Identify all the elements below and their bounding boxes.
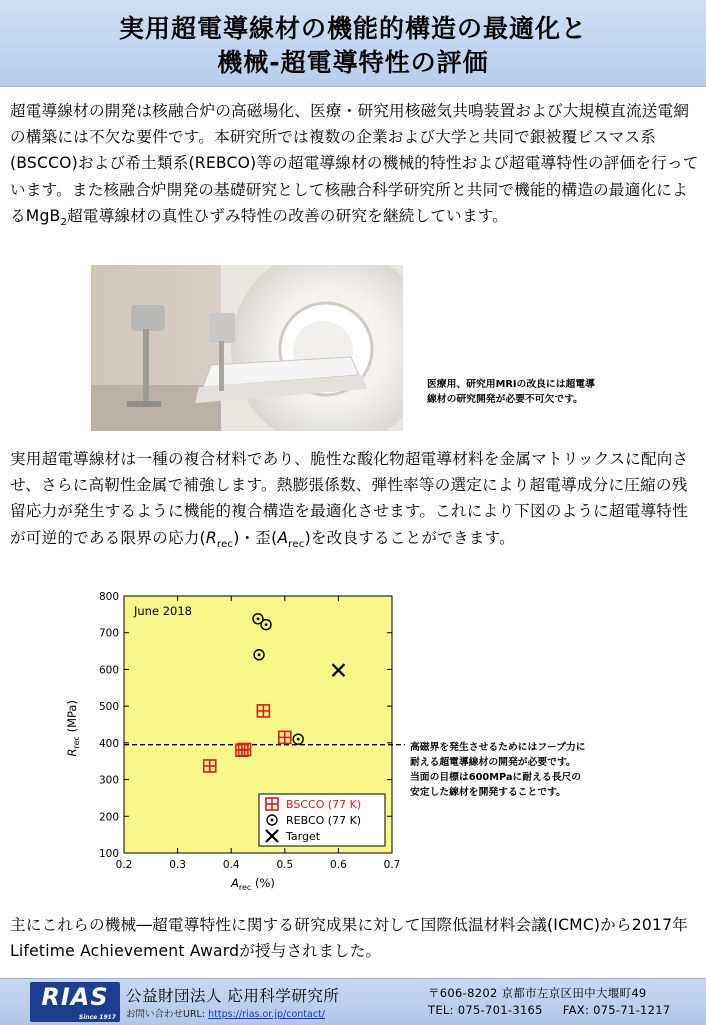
logo-since: Since 1917 — [78, 1014, 116, 1021]
chart-note — [410, 740, 586, 800]
photo-caption-line-2: 線材の研究開発が必要不可欠です。 — [427, 394, 583, 405]
intro-paragraph: 超電導線材の開発は核融合炉の高磁場化、医療・研究用核磁気共鳴装置および大規模直流送電網の構築には不欠な要件です。本研究所では複数の企業および大学と共同で銀被覆ビスマス系(BSCCO)および希土類系(REBCO)等の超電導線材の機械的特性および超電導特性の評価を行っています。また核融合炉開発の基礎研究として核融合科学研究所と共同で機能的構造の最適化によるMgB$_2$超電導線材の真性ひずみ特性の改善の研究を継続しています。 — [10, 102, 699, 228]
chart-annotation: June 2018 — [134, 604, 192, 618]
legend-label: REBCO (77 K) — [286, 814, 362, 827]
phone-fax — [428, 1003, 671, 1017]
photo-caption — [427, 377, 595, 407]
mri-scanner-image — [91, 265, 403, 431]
x-tick-label: 0.6 — [330, 859, 347, 871]
closing-paragraph: 主にこれらの機械―超電導特性に関する研究成果に対して国際低温材料会議(ICMC)から2017年Lifetime Achievement Awardが授与されました。 — [10, 916, 689, 961]
chart-note-line-4: 安定した線材を開発することです。 — [410, 787, 566, 798]
marker-dot — [257, 617, 260, 620]
organization-name: 公益財団法人 応用科学研究所 — [126, 987, 340, 1005]
footer-bar — [0, 978, 706, 1025]
chart-note-line-2: 耐える超電導線材の開発が必要です。 — [410, 757, 576, 768]
legend-label: Target — [286, 830, 321, 843]
x-tick-label: 0.3 — [169, 859, 186, 871]
x-tick-label: 0.4 — [222, 859, 240, 871]
marker-dot — [265, 623, 268, 626]
title-line-2: 機械-超電導特性の評価 — [217, 48, 489, 77]
contact-line — [126, 1006, 325, 1020]
y-tick-label: 200 — [98, 811, 119, 824]
chart-note-line-3: 当面の目標は600MPaに耐える長尺の — [410, 772, 582, 783]
mri-photo — [91, 265, 403, 431]
title-line-1: 実用超電導線材の機能的構造の最適化と — [118, 14, 587, 43]
y-tick-label: 700 — [98, 627, 119, 640]
logo-text: RIAS — [41, 983, 109, 1011]
y-axis-label: $R_{rec}$ (MPa) — [65, 700, 81, 757]
x-tick-label: 0.2 — [115, 859, 133, 871]
marker-dot — [271, 819, 274, 822]
chart-note-line-1: 高磁界を発生させるためにはフープ力に — [410, 742, 586, 753]
y-tick-label: 800 — [98, 591, 119, 603]
phone: TEL: 075-701-3165 — [428, 1003, 543, 1017]
x-tick-label: 0.5 — [276, 859, 294, 871]
y-tick-label: 500 — [98, 701, 119, 714]
x-tick-label: 0.7 — [383, 859, 401, 871]
contact-link[interactable]: https://rias.or.jp/contact/ — [208, 1009, 325, 1020]
rias-logo — [30, 982, 120, 1022]
fax: FAX: 075-71-1217 — [562, 1003, 671, 1017]
x-axis-label: $A_{rec}$ (%) — [231, 876, 275, 892]
y-tick-label: 400 — [98, 737, 119, 750]
y-tick-label: 300 — [98, 774, 119, 787]
title-banner — [0, 0, 706, 87]
marker-dot — [297, 738, 300, 741]
photo-caption-line-1: 医療用、研究用MRIの改良には超電導 — [427, 379, 595, 390]
contact-label: お問い合わせURL: — [126, 1009, 206, 1020]
legend-label: BSCCO (77 K) — [286, 798, 362, 811]
address: 〒606-8202 京都市左京区田中大堰町49 — [428, 986, 647, 1000]
body-paragraph: 実用超電導線材は一種の複合材料であり、脆性な酸化物超電導材料を金属マトリックスに配向させ、さらに高靭性金属で補強します。熱膨張係数、弾性率等の選定により超電導成分に圧縮の残留応力が発生するように機能的複合構造を最適化させます。これにより下図のように超電導特性が可逆的である限界の応力$(R_{rec})$・歪$(A_{rec})$を改良することができます。 — [10, 450, 689, 550]
marker-dot — [258, 653, 261, 656]
y-tick-label: 600 — [98, 664, 119, 677]
y-tick-label: 100 — [98, 848, 119, 860]
rrec-vs-arec-chart — [0, 585, 706, 915]
